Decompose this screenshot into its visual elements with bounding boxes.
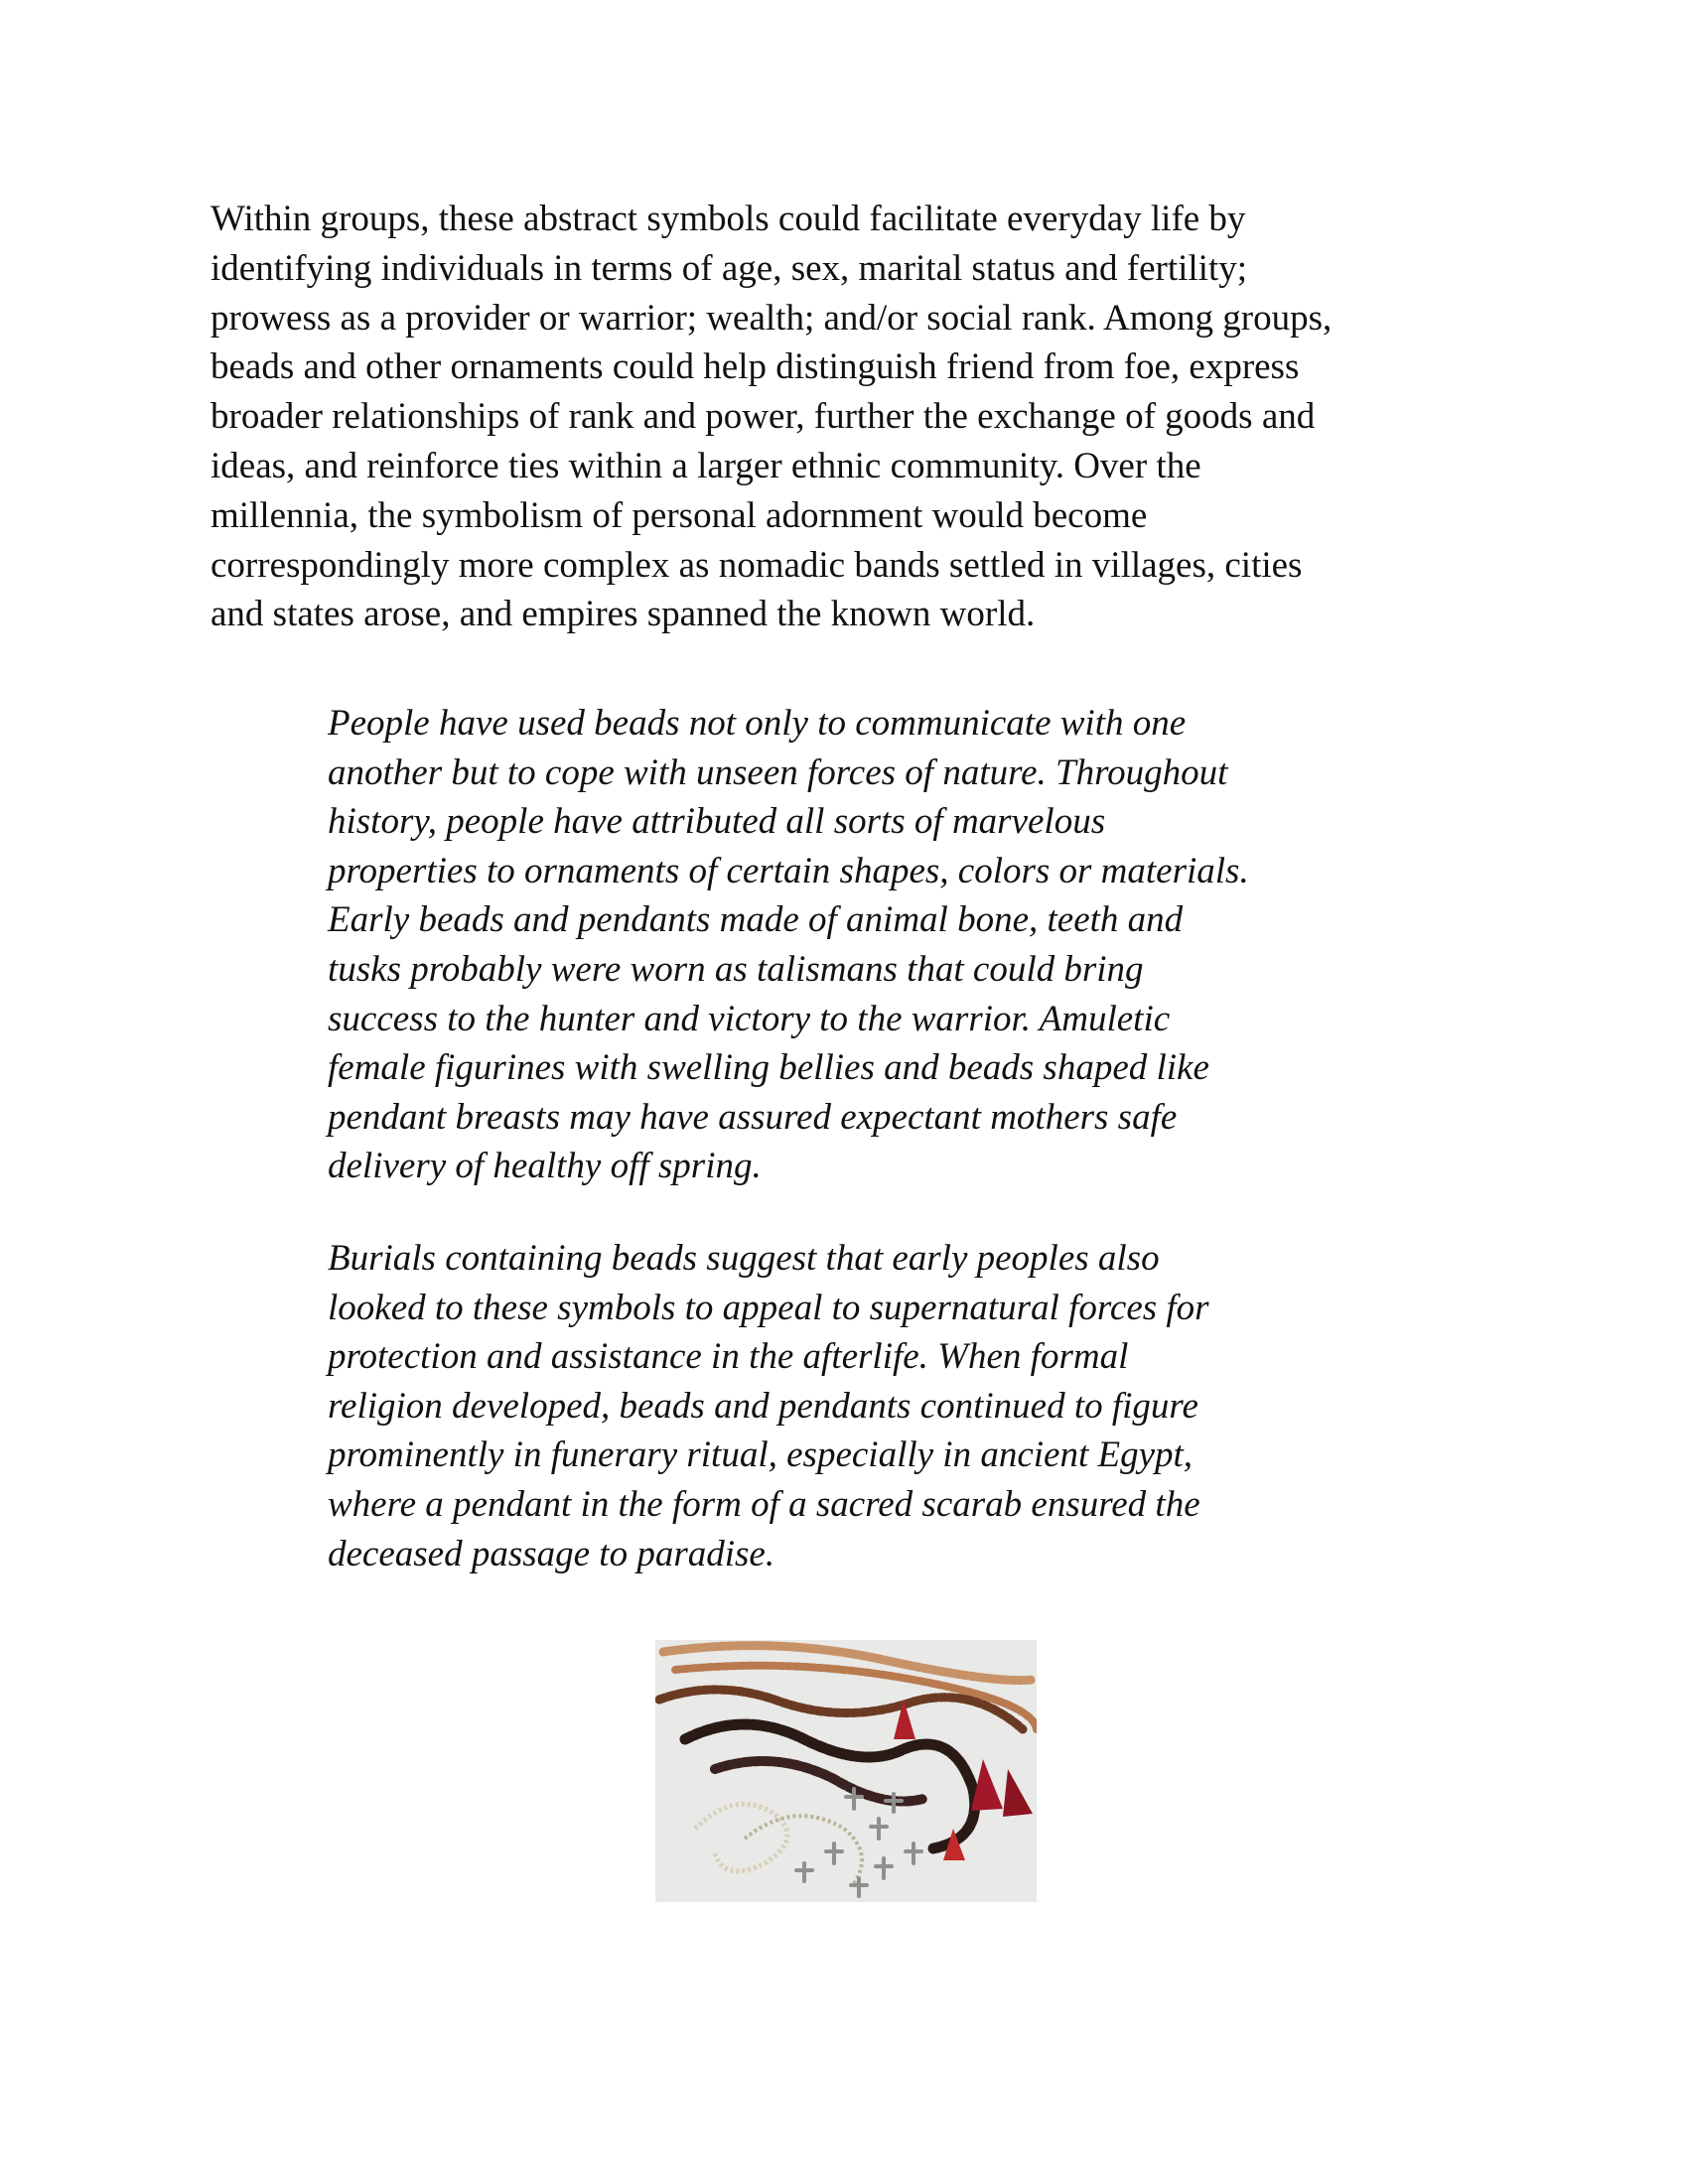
prayer-beads-photo <box>655 1640 1037 1902</box>
quote-line: religion developed, beads and pendants continued to figure <box>328 1385 1198 1427</box>
text-line: Within groups, these abstract symbols could facilitate everyday life by <box>211 199 1246 239</box>
quote-line: delivery of healthy off spring. <box>328 1146 762 1187</box>
quote-line: People have used beads not only to communicate with one <box>328 703 1187 744</box>
quote-line: protection and assistance in the afterlife. When formal <box>328 1336 1129 1378</box>
quote-line: looked to these symbols to appeal to supernatural forces for <box>328 1287 1209 1328</box>
quote-line: where a pendant in the form of a sacred scarab ensured the <box>328 1483 1200 1525</box>
block-quote-talismans <box>328 699 1450 1191</box>
quote-line: deceased passage to paradise. <box>328 1533 775 1574</box>
text-line: millennia, the symbolism of personal adornment would become <box>211 494 1148 536</box>
text-line: broader relationships of rank and power, further the exchange of goods and <box>211 396 1316 438</box>
quote-line: pendant breasts may have assured expectant mothers safe <box>328 1096 1178 1138</box>
quote-line: Early beads and pendants made of animal bone, teeth and <box>328 899 1184 941</box>
text-line: prowess as a provider or warrior; wealth; and/or social rank. Among groups, <box>211 297 1333 339</box>
quote-line: properties to ornaments of certain shapes, colors or materials. <box>328 850 1249 891</box>
text-line: ideas, and reinforce ties within a larger ethnic community. Over the <box>211 445 1201 486</box>
body-paragraph <box>211 195 1501 639</box>
text-line: identifying individuals in terms of age, sex, marital status and fertility; <box>211 247 1248 289</box>
text-line: correspondingly more complex as nomadic bands settled in villages, cities <box>211 544 1303 586</box>
text-line: beads and other ornaments could help distinguish friend from foe, express <box>211 346 1300 388</box>
quote-line: prominently in funerary ritual, especially in ancient Egypt, <box>328 1434 1194 1476</box>
quote-line: history, people have attributed all sorts of marvelous <box>328 801 1106 843</box>
quote-line: Burials containing beads suggest that early peoples also <box>328 1238 1160 1279</box>
quote-line: tusks probably were worn as talismans that could bring <box>328 948 1144 990</box>
quote-line: another but to cope with unseen forces of nature. Throughout <box>328 751 1228 793</box>
quote-line: female figurines with swelling bellies and beads shaped like <box>328 1047 1209 1089</box>
quote-line: success to the hunter and victory to the warrior. Amuletic <box>328 998 1171 1039</box>
text-line: and states arose, and empires spanned the known world. <box>211 594 1036 635</box>
block-quote-burials <box>328 1234 1450 1578</box>
